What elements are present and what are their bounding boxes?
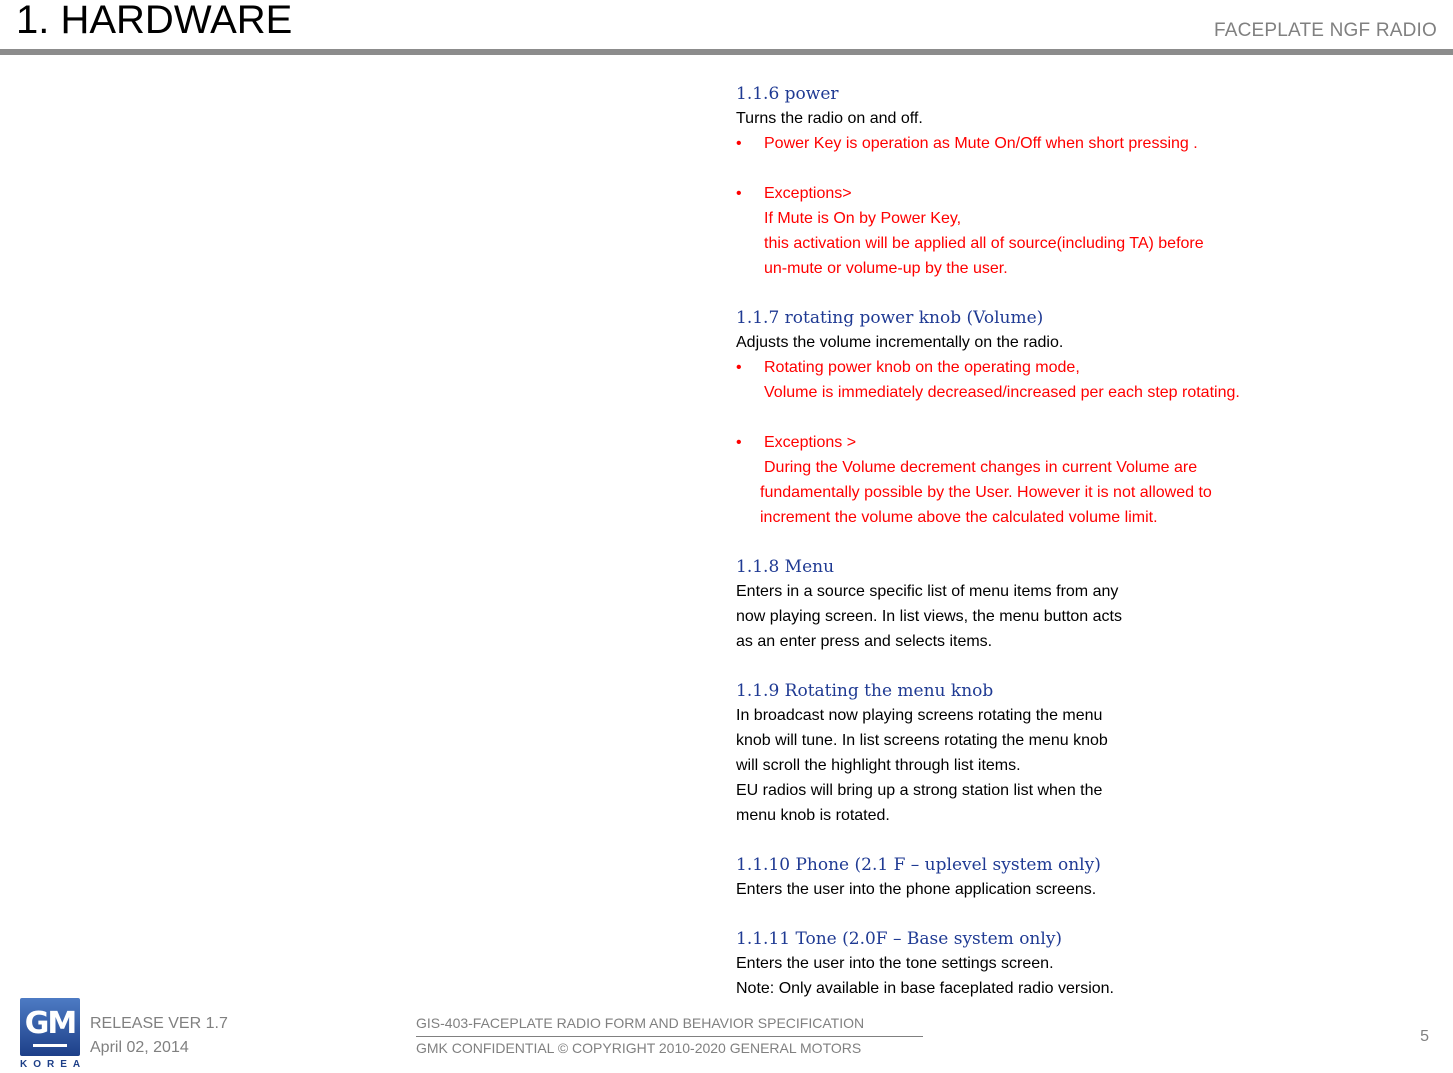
section-body-line: Enters in a source specific list of menu items from any [736, 583, 1119, 600]
bullet-icon: • [736, 359, 742, 376]
release-date: April 02, 2014 [90, 1039, 189, 1056]
section-body-line: will scroll the highlight through list items. [736, 757, 1021, 774]
spacer [736, 281, 1436, 306]
section-body-line: knob will tune. In list screens rotating the menu knob [736, 732, 1108, 749]
bullet-icon: • [736, 434, 742, 451]
page-subtitle: FACEPLATE NGF RADIO [1213, 20, 1437, 41]
spacer [736, 654, 1436, 679]
bullet-continuation: increment the volume above the calculated volume limit. [760, 509, 1158, 526]
bullet-continuation: Volume is immediately decreased/increased per each step rotating. [764, 384, 1240, 401]
page-number: 5 [1420, 1028, 1429, 1045]
section-body: Turns the radio on and off. [736, 110, 923, 127]
bullet-text: Exceptions > [764, 434, 857, 451]
confidential-notice: GMK CONFIDENTIAL © COPYRIGHT 2010-2020 GENERAL MOTORS [416, 1040, 862, 1056]
section-body-line: menu knob is rotated. [736, 807, 890, 824]
spacer [736, 902, 1436, 927]
spacer [736, 156, 1436, 181]
section-body-line: Enters the user into the tone settings screen. [736, 955, 1054, 972]
section-heading-menu: 1.1.8 Menu [736, 557, 835, 577]
gm-korea-logo [20, 998, 87, 1070]
document-id: GIS-403-FACEPLATE RADIO FORM AND BEHAVIOR SPECIFICATION [416, 1013, 923, 1037]
bullet-item [736, 355, 1436, 380]
release-version: RELEASE VER 1.7 [90, 1015, 228, 1032]
section-body: Enters the user into the phone application screens. [736, 881, 1097, 898]
section-body-line: Note: Only available in base faceplated radio version. [736, 980, 1114, 997]
gm-logo-icon [20, 998, 80, 1056]
bullet-item [736, 181, 1436, 206]
release-info [90, 1012, 228, 1060]
bullet-continuation: If Mute is On by Power Key, [764, 210, 962, 227]
page-title: 1. HARDWARE [16, 0, 293, 42]
header-divider [0, 49, 1453, 55]
bullet-continuation: un-mute or volume-up by the user. [764, 260, 1008, 277]
bullet-continuation: fundamentally possible by the User. However it is not allowed to [760, 484, 1212, 501]
bullet-item [736, 131, 1436, 156]
bullet-text: Exceptions> [764, 185, 852, 202]
bullet-continuation: During the Volume decrement changes in current Volume are [764, 459, 1198, 476]
section-heading-menu-knob: 1.1.9 Rotating the menu knob [736, 681, 994, 701]
section-heading-tone: 1.1.11 Tone (2.0F – Base system only) [736, 929, 1063, 949]
logo-text: GM [24, 1006, 76, 1041]
section-body-line: In broadcast now playing screens rotating the menu [736, 707, 1103, 724]
section-body-line: EU radios will bring up a strong station list when the [736, 782, 1103, 799]
bullet-icon: • [736, 185, 742, 202]
bullet-icon: • [736, 135, 742, 152]
section-heading-volume: 1.1.7 rotating power knob (Volume) [736, 308, 1044, 328]
bullet-item [736, 430, 1436, 455]
spacer [736, 828, 1436, 853]
section-body-line: as an enter press and selects items. [736, 633, 993, 650]
logo-underline [33, 1044, 67, 1047]
section-body: Adjusts the volume incrementally on the radio. [736, 334, 1064, 351]
bullet-continuation: this activation will be applied all of source(including TA) before [764, 235, 1204, 252]
content-area [736, 82, 1436, 1001]
section-heading-power: 1.1.6 power [736, 84, 839, 104]
spacer [736, 530, 1436, 555]
section-heading-phone: 1.1.10 Phone (2.1 F – uplevel system only) [736, 855, 1101, 875]
section-body-line: now playing screen. In list views, the menu button acts [736, 608, 1122, 625]
spacer [736, 405, 1436, 430]
logo-subtext: KOREA [20, 1059, 87, 1070]
bullet-text: Power Key is operation as Mute On/Off when short pressing . [764, 135, 1198, 152]
document-footer [416, 1013, 923, 1059]
bullet-text: Rotating power knob on the operating mode, [764, 359, 1080, 376]
